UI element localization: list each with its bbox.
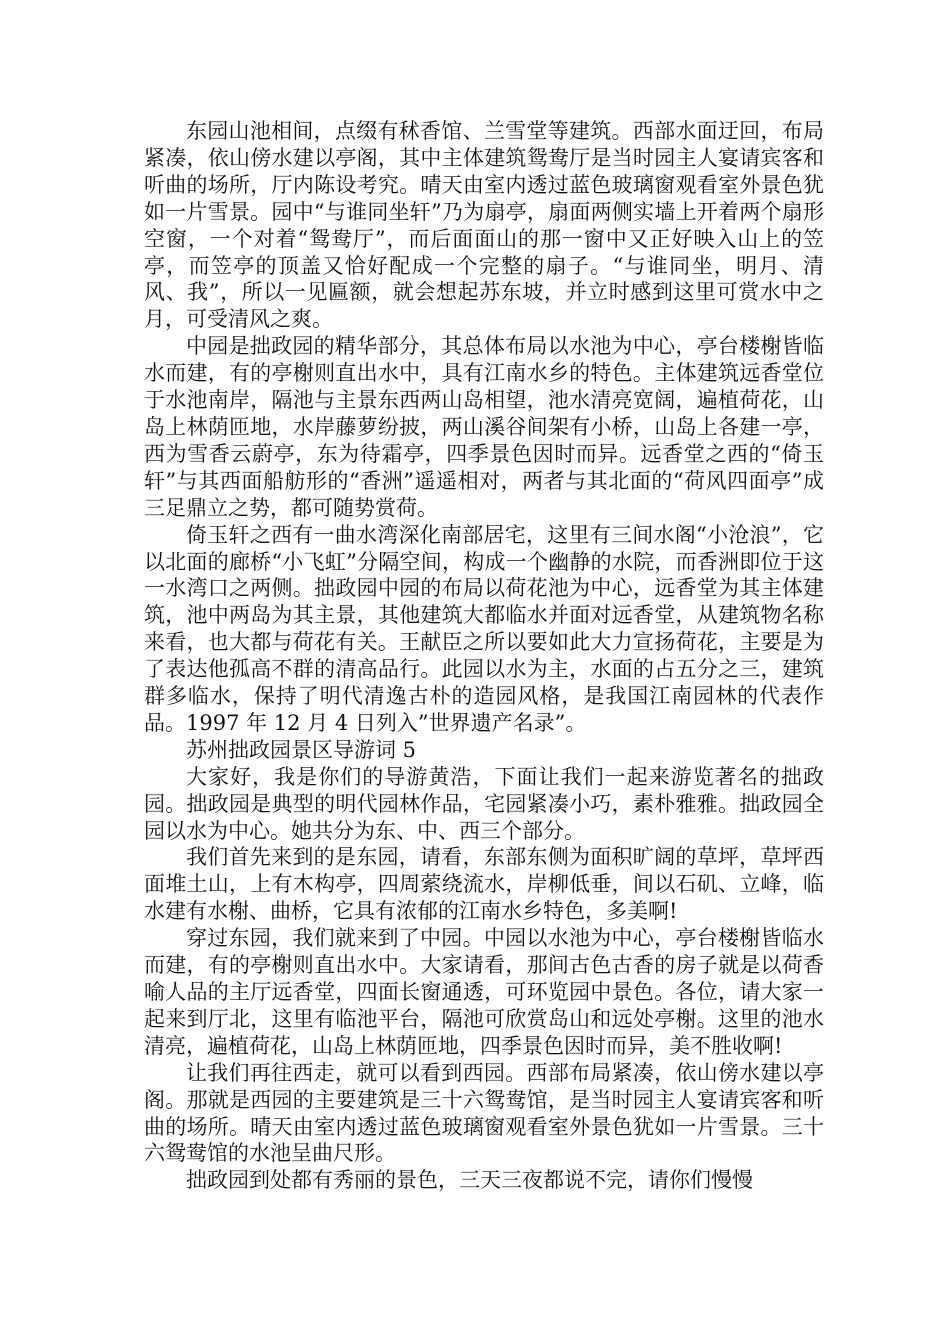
section-heading: 苏州拙政园景区导游词 5 [186,737,417,762]
document-body [144,118,824,1194]
paragraph-guide-closing: 拙政园到处都有秀丽的景色，三天三夜都说不完，请你们慢慢 [186,1168,753,1193]
paragraph-yiyu-pavilion: 倚玉轩之西有一曲水湾深化南部居宅，这里有三间水阁“小沧浪”，它以北面的廊桥“小飞虹”分隔空间，构成一个幽静的水院，而香洲即位于这一水湾口之两侧。拙政园中园的布局以荷花池为中心，远香堂为其主体建筑，池中两岛为其主景，其他建筑大都临水并面对远香堂，从建筑物名称来看，也大都与荷花有关。王献臣之所以要如此大力宣扬荷花，主要是为了表达他孤高不群的清高品行。此园以水为主，水面的占五分之三，建筑群多临水，保持了明代清逸古朴的造园风格，是我国江南园林的代表作品。1997 年 12 月 4 日列入”世界遗产名录”。 [144,522,824,735]
paragraph-guide-east: 我们首先来到的是东园，请看，东部东侧为面积旷阔的草坪，草坪西面堆土山，上有木构亭，四周萦绕流水，岸柳低垂，间以石矶、立峰，临水建有水榭、曲桥，它具有浓郁的江南水乡特色，多美啊! [144,845,824,924]
paragraph-middle-garden: 中园是拙政园的精华部分，其总体布局以水池为中心，亭台楼榭皆临水而建，有的亭榭则直出水中，具有江南水乡的特色。主体建筑远香堂位于水池南岸，隔池与主景东西两山岛相望，池水清亮宽阔，遍植荷花，山岛上林荫匝地，水岸藤萝纷披，两山溪谷间架有小桥，山岛上各建一亭，西为雪香云蔚亭，东为待霜亭，四季景色因时而异。远香堂之西的“倚玉轩”与其西面船舫形的“香洲”遥遥相对，两者与其北面的“荷风四面亭”成三足鼎立之势，都可随势赏荷。 [144,334,824,520]
paragraph-guide-intro: 大家好，我是你们的导游黄浩，下面让我们一起来游览著名的拙政园。拙政园是典型的明代园林作品，宅园紧凑小巧，素朴雅雅。拙政园全园以水为中心。她共分为东、中、西三个部分。 [144,764,824,843]
paragraph-guide-middle: 穿过东园，我们就来到了中园。中园以水池为中心，亭台楼榭皆临水而建，有的亭榭则直出水中。大家请看，那间古色古香的房子就是以荷香喻人品的主厅远香堂，四面长窗通透，可环览园中景色。各位，请大家一起来到厅北，这里有临池平台，隔池可欣赏岛山和远处亭榭。这里的池水清亮，遍植荷花，山岛上林荫匝地，四季景色因时而异，美不胜收啊! [144,926,824,1058]
paragraph-east-garden: 东园山池相间，点缀有秫香馆、兰雪堂等建筑。西部水面迂回，布局紧凑，依山傍水建以亭阁，其中主体建筑鸳鸯厅是当时园主人宴请宾客和听曲的场所，厅内陈设考究。晴天由室内透过蓝色玻璃窗观看室外景色犹如一片雪景。园中“与谁同坐轩”乃为扇亭，扇面两侧实墙上开着两个扇形空窗，一个对着“鸳鸯厅”，而后面面山的那一窗中又正好映入山上的笠亭，而笠亭的顶盖又恰好配成一个完整的扇子。“与谁同坐，明月、清风、我”，所以一见匾额，就会想起苏东坡，并立时感到这里可赏水中之月，可受清风之爽。 [144,119,824,332]
paragraph-guide-west: 让我们再往西走，就可以看到西园。西部布局紧凑，依山傍水建以亭阁。那就是西园的主要建筑是三十六鸳鸯馆，是当时园主人宴请宾客和听曲的场所。晴天由室内透过蓝色玻璃窗观看室外景色犹如一片雪景。三十六鸳鸯馆的水池呈曲尺形。 [144,1060,824,1166]
